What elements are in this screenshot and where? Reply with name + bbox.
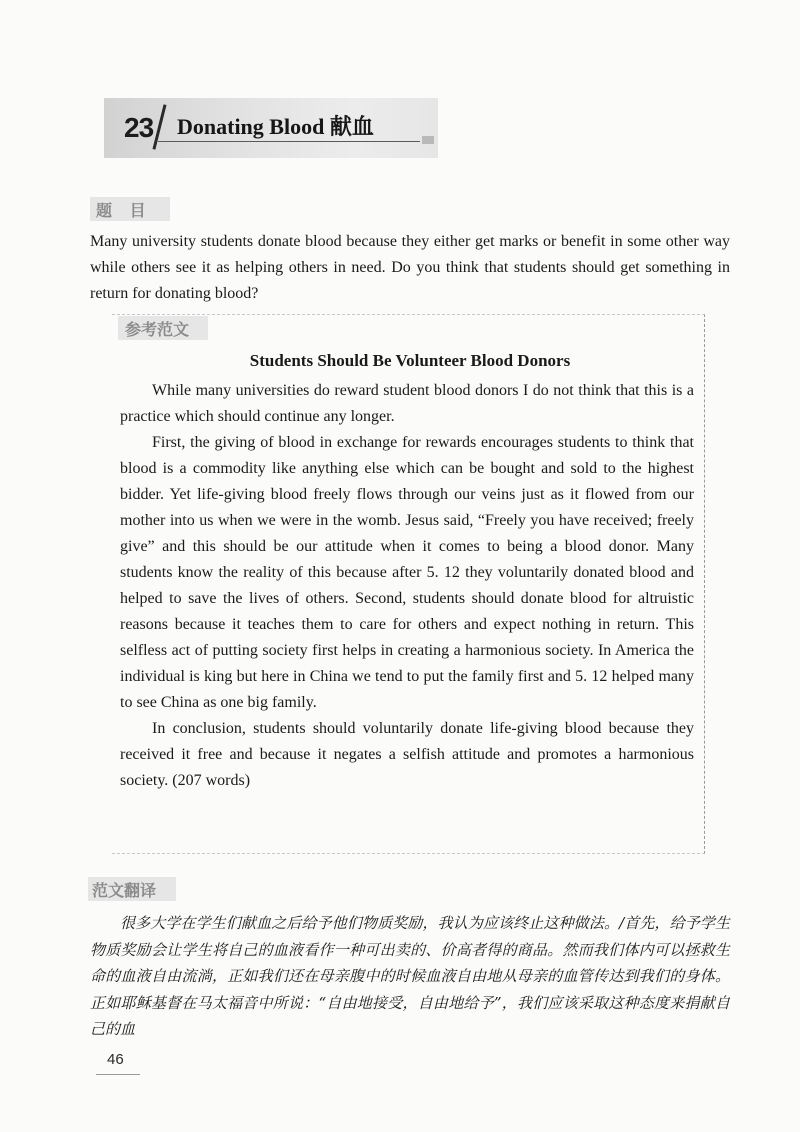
page-number-rule (96, 1074, 140, 1075)
unit-title-underline (158, 141, 420, 142)
unit-title: Donating Blood 献血 (177, 114, 374, 139)
essay-title: Students Should Be Volunteer Blood Donors (249, 351, 571, 370)
essay-paragraph: First, the giving of blood in exchange for rewards encourages students to think that blood is a commodity like anything else which can be bought and sold to the highest bidder. Yet life-giving blood freely flows through our veins just as it flowed from our mother into us when we were in the womb. Jesus said, “Freely you have received; freely give” and this should be our attitude when it comes to being a blood donor. Many students know the reality of this because after 5. 12 they voluntarily donated blood and helped to save the lives of others. Second, students should donate blood for altruistic reasons because it teaches them to care for others and expect nothing in return. This selfless act of putting society first helps in creating a harmonious society. In America the individual is king but here in China we tend to put the family first and 5. 12 helped many to see China as one big family. (120, 434, 694, 711)
translation-text: 很多大学在学生们献血之后给予他们物质奖励，我认为应该终止这种做法。/首先，给予学生物质奖励会让学生将自己的血液看作一种可出卖的、价高者得的商品。然而我们体内可以拯救生命的血液自由流淌，正如我们还在母亲腹中的时候血液自由地从母亲的血管传达到我们的身体。正如耶稣基督在马太福音中所说：“自由地接受，自由地给予”，我们应该采取这种态度来捐献自己的血 (90, 914, 730, 1038)
unit-tab-mark (422, 136, 434, 144)
sample-label: 参考范文 (125, 320, 190, 339)
question-text: Many university students donate blood because they either get marks or benefit in some other way while others see it as helping others in need. Do you think that students should get something in return for donating blood? (90, 233, 730, 302)
unit-number: 23 (124, 112, 154, 143)
translation-label: 范文翻译 (92, 881, 157, 900)
topic-label: 题 目 (96, 201, 152, 220)
page-number: 46 (107, 1051, 124, 1068)
essay-paragraph: While many universities do reward student blood donors I do not think that this is a practice which should continue any longer. (120, 382, 694, 425)
essay-body (120, 378, 694, 794)
essay-paragraph: In conclusion, students should voluntarily donate life-giving blood because they received it free and because it negates a selfish attitude and promotes a harmonious society. (207 words) (120, 720, 694, 789)
